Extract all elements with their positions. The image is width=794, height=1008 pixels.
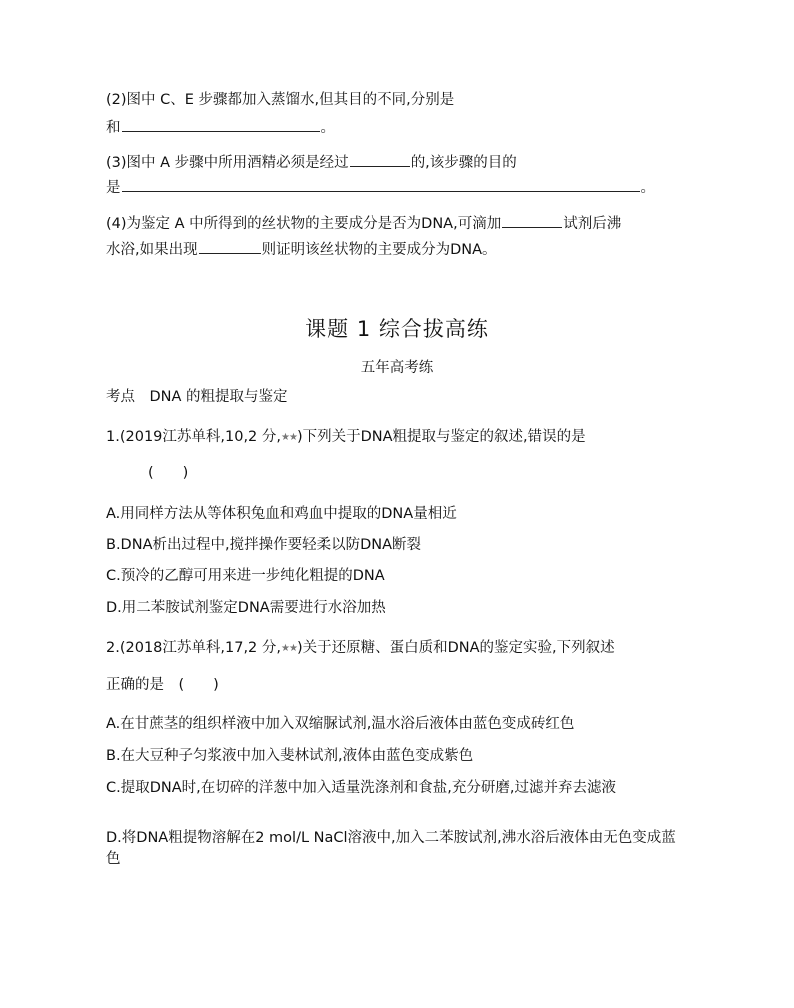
q2-option-d: D.将DNA粗提物溶解在2 mol/L NaCl溶液中,加入二苯胺试剂,沸水浴后液体由无色变成蓝色: [106, 830, 676, 867]
q2-stem-prefix: 2.(2018江苏单科,17,2 分,: [106, 640, 282, 656]
answer-blank[interactable]: [502, 212, 562, 228]
q2-fill-text: (2)图中 C、E 步骤都加入蒸馏水,但其目的不同,分别是: [106, 92, 455, 108]
q3-fill-suffix: 的,该步骤的目的: [410, 155, 517, 171]
q3-fill-prefix: (3)图中 A 步骤中所用酒精必须是经过: [106, 155, 349, 171]
q4-fill-prefix: (4)为鉴定 A 中所得到的丝状物的主要成分是否为DNA,可滴加: [106, 216, 502, 232]
q1-option-b: B.DNA析出过程中,搅拌操作要轻柔以防DNA断裂: [106, 537, 422, 553]
q2-option-c: C.提取DNA时,在切碎的洋葱中加入适量洗涤剂和食盐,充分研磨,过滤并弃去滤液: [106, 780, 616, 796]
q1-stem-prefix: 1.(2019江苏单科,10,2 分,: [106, 429, 282, 445]
q1-option-c: C.预冷的乙醇可用来进一步纯化粗提的DNA: [106, 568, 385, 584]
q1-option-d: D.用二苯胺试剂鉴定DNA需要进行水浴加热: [106, 600, 386, 616]
q2-option-a: A.在甘蔗茎的组织样液中加入双缩脲试剂,温水浴后液体由蓝色变成砖红色: [106, 716, 575, 732]
q2-stem-suffix: )关于还原糖、蛋白质和DNA的鉴定实验,下列叙述: [296, 640, 615, 656]
q1-stem: [106, 427, 586, 448]
topic-heading: 考点 DNA 的粗提取与鉴定: [106, 389, 288, 405]
q3-fill-line1: [106, 151, 517, 173]
q1-stem-suffix: )下列关于DNA粗提取与鉴定的叙述,错误的是: [296, 429, 586, 445]
q4-fill-prefix2: 水浴,如果出现: [106, 242, 198, 258]
difficulty-star-icon: ★★: [281, 643, 297, 654]
q2-fill-suffix: 。: [320, 120, 335, 136]
q4-fill-line1: [106, 212, 621, 234]
q2-stem-line2: 正确的是 ( ): [106, 677, 219, 693]
q1-option-a: A.用同样方法从等体积兔血和鸡血中提取的DNA量相近: [106, 506, 457, 522]
q3-fill-prefix2: 是: [106, 180, 121, 196]
q2-stem: [106, 638, 615, 659]
q4-fill-suffix: 试剂后沸: [563, 216, 622, 232]
answer-blank[interactable]: [122, 176, 640, 192]
q2-fill-prefix: 和: [106, 120, 121, 136]
q4-fill-suffix2: 则证明该丝状物的主要成分为DNA。: [261, 242, 497, 258]
page-subtitle: 五年高考练: [360, 360, 434, 376]
q4-fill-line2: [106, 238, 497, 260]
answer-blank[interactable]: [199, 238, 261, 254]
q3-fill-suffix2: 。: [640, 180, 655, 196]
q3-fill-line2: [106, 176, 655, 198]
q2-fill-line2: [106, 116, 335, 138]
answer-blank[interactable]: [350, 151, 410, 167]
answer-blank[interactable]: [122, 116, 320, 132]
difficulty-star-icon: ★★: [281, 432, 297, 443]
q2-fill-line1: [106, 90, 454, 110]
q2-option-b: B.在大豆种子匀浆液中加入斐林试剂,液体由蓝色变成紫色: [106, 748, 474, 764]
page-title: 课题 1 综合拔高练: [305, 317, 489, 341]
q1-answer-paren[interactable]: ( ): [148, 465, 189, 481]
